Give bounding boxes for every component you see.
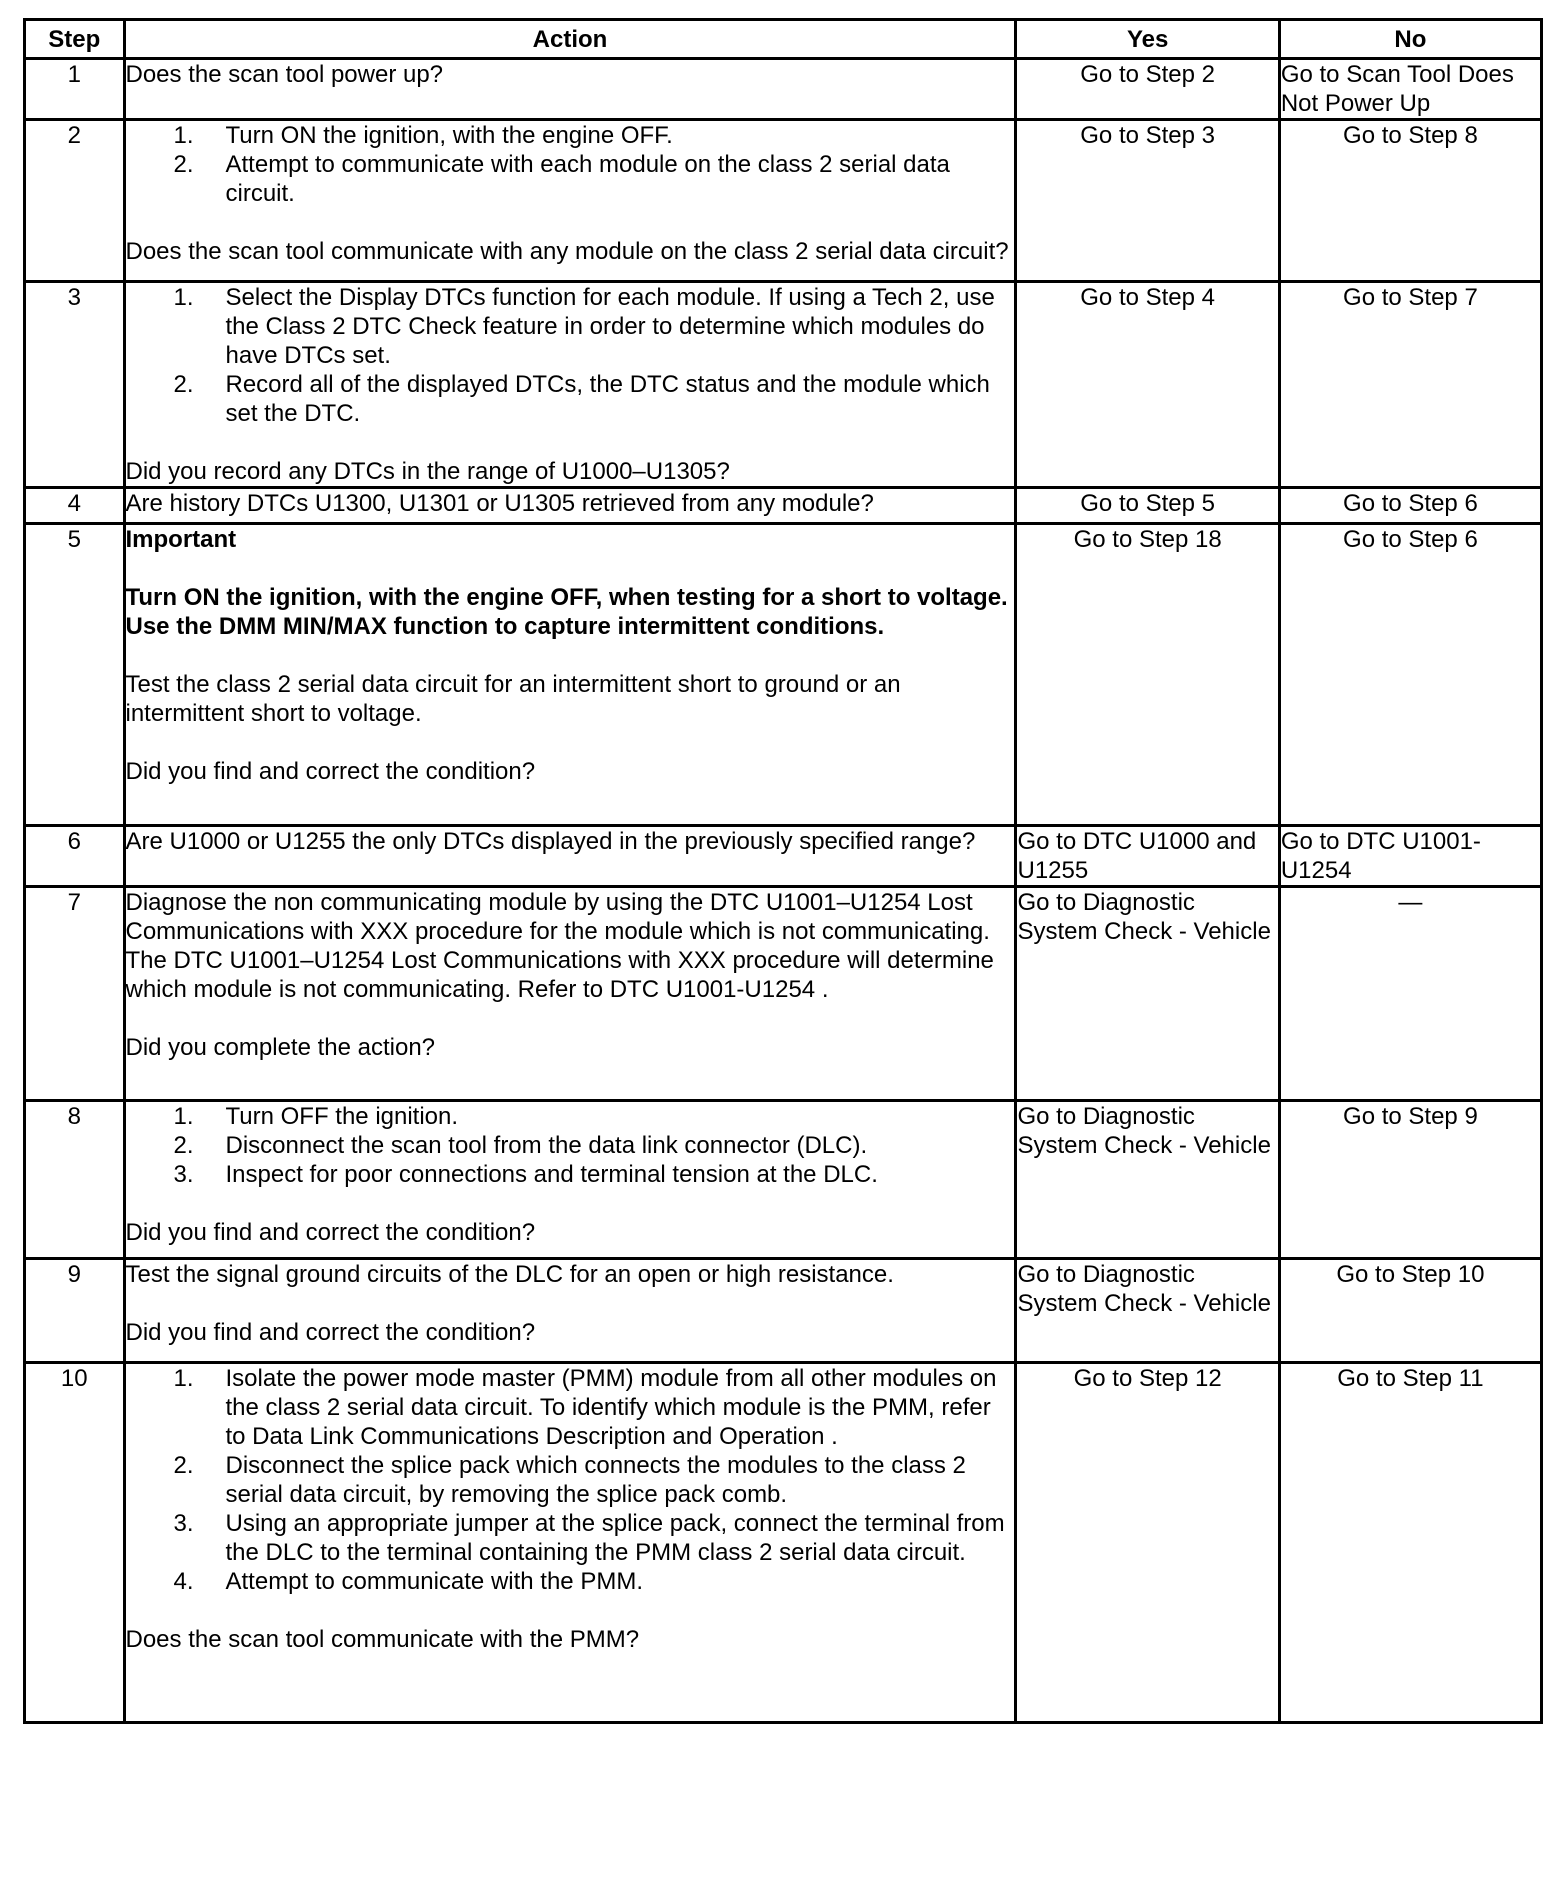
yes-cell: Go to Step 2 [1016, 59, 1279, 120]
item-number: 2. [173, 371, 194, 398]
important-label: Important [125, 526, 237, 553]
instruction-text: Test the signal ground circuits of the DLC for an open or high resistance. [125, 1261, 894, 1288]
step-number: 8 [25, 1101, 125, 1259]
yes-cell: Go to Diagnostic System Check - Vehicle [1016, 1259, 1279, 1363]
yes-cell: Go to Step 4 [1016, 282, 1279, 488]
question-text: Did you find and correct the condition? [125, 758, 536, 785]
list-item [126, 1364, 1015, 1451]
table-row [25, 120, 1542, 282]
no-cell: Go to Step 9 [1279, 1101, 1541, 1259]
list-item [126, 370, 1015, 428]
item-number: 1. [173, 1103, 194, 1130]
item-number: 2. [173, 1452, 194, 1479]
item-number: 1. [173, 1365, 194, 1392]
item-number: 2. [173, 1132, 194, 1159]
action-cell [124, 887, 1016, 1101]
no-cell: Go to Step 6 [1279, 524, 1541, 826]
list-item [126, 150, 1015, 208]
action-cell [124, 488, 1016, 524]
item-text: Select the Display DTCs function for each module. If using a Tech 2, use the Class 2 DTC Check feature in order to determine which modules do have DTCs set. [225, 284, 995, 369]
yes-cell: Go to Step 18 [1016, 524, 1279, 826]
question-text: Are U1000 or U1255 the only DTCs displayed in the previously specified range? [125, 828, 976, 855]
list-item [126, 1509, 1015, 1567]
yes-cell: Go to Step 12 [1016, 1363, 1279, 1723]
header-no: No [1279, 20, 1541, 59]
yes-cell: Go to Diagnostic System Check - Vehicle [1016, 887, 1279, 1101]
action-list [126, 1364, 1015, 1596]
item-number: 4. [173, 1568, 194, 1595]
item-number: 1. [173, 284, 194, 311]
yes-cell: Go to Diagnostic System Check - Vehicle [1016, 1101, 1279, 1259]
step-number: 4 [25, 488, 125, 524]
question-text: Did you record any DTCs in the range of U1000–U1305? [125, 458, 730, 485]
table-row [25, 826, 1542, 887]
yes-cell: Go to DTC U1000 and U1255 [1016, 826, 1279, 887]
diagnostic-table-page [23, 18, 1543, 1880]
item-number: 1. [173, 122, 194, 149]
table-row [25, 1259, 1542, 1363]
item-text: Turn ON the ignition, with the engine OFF. [225, 122, 673, 149]
item-text: Turn OFF the ignition. [225, 1103, 459, 1130]
no-cell: — [1279, 887, 1541, 1101]
header-yes: Yes [1016, 20, 1279, 59]
item-text: Disconnect the splice pack which connects the modules to the class 2 serial data circuit, by removing the splice pack comb. [225, 1452, 966, 1508]
question-text: Did you find and correct the condition? [125, 1219, 536, 1246]
instruction-text: Diagnose the non communicating module by using the DTC U1001–U1254 Lost Communications with XXX procedure for the module which is not communicating. The DTC U1001–U1254 Lost Communications with XXX procedure will determine which module is not communicating. Refer to DTC U1001-U1254 . [125, 889, 994, 1003]
item-text: Inspect for poor connections and terminal tension at the DLC. [225, 1161, 878, 1188]
item-text: Attempt to communicate with each module on the class 2 serial data circuit. [225, 151, 950, 207]
action-cell [124, 120, 1016, 282]
item-number: 3. [173, 1161, 194, 1188]
item-text: Attempt to communicate with the PMM. [225, 1568, 643, 1595]
table-row [25, 1363, 1542, 1723]
header-row [25, 20, 1542, 59]
step-number: 1 [25, 59, 125, 120]
step-number: 10 [25, 1363, 125, 1723]
step-number: 7 [25, 887, 125, 1101]
action-cell [124, 1101, 1016, 1259]
step-number: 2 [25, 120, 125, 282]
action-list [126, 1102, 1015, 1189]
action-cell [124, 1363, 1016, 1723]
list-item [126, 1102, 1015, 1131]
list-item [126, 1131, 1015, 1160]
table-row [25, 59, 1542, 120]
no-cell: Go to DTC U1001-U1254 [1279, 826, 1541, 887]
no-cell: Go to Step 10 [1279, 1259, 1541, 1363]
table-row [25, 524, 1542, 826]
table-row [25, 282, 1542, 488]
list-item [126, 1451, 1015, 1509]
item-text: Using an appropriate jumper at the splice pack, connect the terminal from the DLC to the terminal containing the PMM class 2 serial data circuit. [225, 1510, 1005, 1566]
step-number: 9 [25, 1259, 125, 1363]
action-list [126, 121, 1015, 208]
yes-cell: Go to Step 3 [1016, 120, 1279, 282]
no-cell: Go to Scan Tool Does Not Power Up [1279, 59, 1541, 120]
no-cell: Go to Step 11 [1279, 1363, 1541, 1723]
question-text: Are history DTCs U1300, U1301 or U1305 retrieved from any module? [125, 490, 874, 517]
list-item [126, 1160, 1015, 1189]
table-row [25, 488, 1542, 524]
step-number: 5 [25, 524, 125, 826]
question-text: Did you complete the action? [125, 1034, 436, 1061]
question-text: Did you find and correct the condition? [125, 1319, 536, 1346]
list-item [126, 1567, 1015, 1596]
item-number: 2. [173, 151, 194, 178]
item-number: 3. [173, 1510, 194, 1537]
question-text: Does the scan tool communicate with any module on the class 2 serial data circuit? [125, 238, 1009, 265]
item-text: Isolate the power mode master (PMM) module from all other modules on the class 2 serial data circuit. To identify which module is the PMM, refer to Data Link Communications Description and Operation . [225, 1365, 997, 1450]
step-number: 6 [25, 826, 125, 887]
action-cell [124, 1259, 1016, 1363]
list-item [126, 121, 1015, 150]
no-cell: Go to Step 8 [1279, 120, 1541, 282]
table-row [25, 887, 1542, 1101]
list-item [126, 283, 1015, 370]
action-cell [124, 826, 1016, 887]
instruction-text: Test the class 2 serial data circuit for an intermittent short to ground or an intermittent short to voltage. [125, 671, 901, 727]
question-text: Does the scan tool communicate with the PMM? [125, 1626, 640, 1653]
question-text: Does the scan tool power up? [125, 61, 444, 88]
step-number: 3 [25, 282, 125, 488]
action-cell [124, 282, 1016, 488]
table-row [25, 1101, 1542, 1259]
header-step: Step [25, 20, 125, 59]
action-cell [124, 524, 1016, 826]
yes-cell: Go to Step 5 [1016, 488, 1279, 524]
no-cell: Go to Step 7 [1279, 282, 1541, 488]
header-action: Action [124, 20, 1016, 59]
action-cell [124, 59, 1016, 120]
item-text: Record all of the displayed DTCs, the DTC status and the module which set the DTC. [225, 371, 990, 427]
important-text: Turn ON the ignition, with the engine OFF, when testing for a short to voltage. Use the DMM MIN/MAX function to capture intermittent conditions. [125, 584, 1008, 640]
action-list [126, 283, 1015, 428]
item-text: Disconnect the scan tool from the data link connector (DLC). [225, 1132, 868, 1159]
diagnostic-table [23, 18, 1543, 1724]
no-cell: Go to Step 6 [1279, 488, 1541, 524]
